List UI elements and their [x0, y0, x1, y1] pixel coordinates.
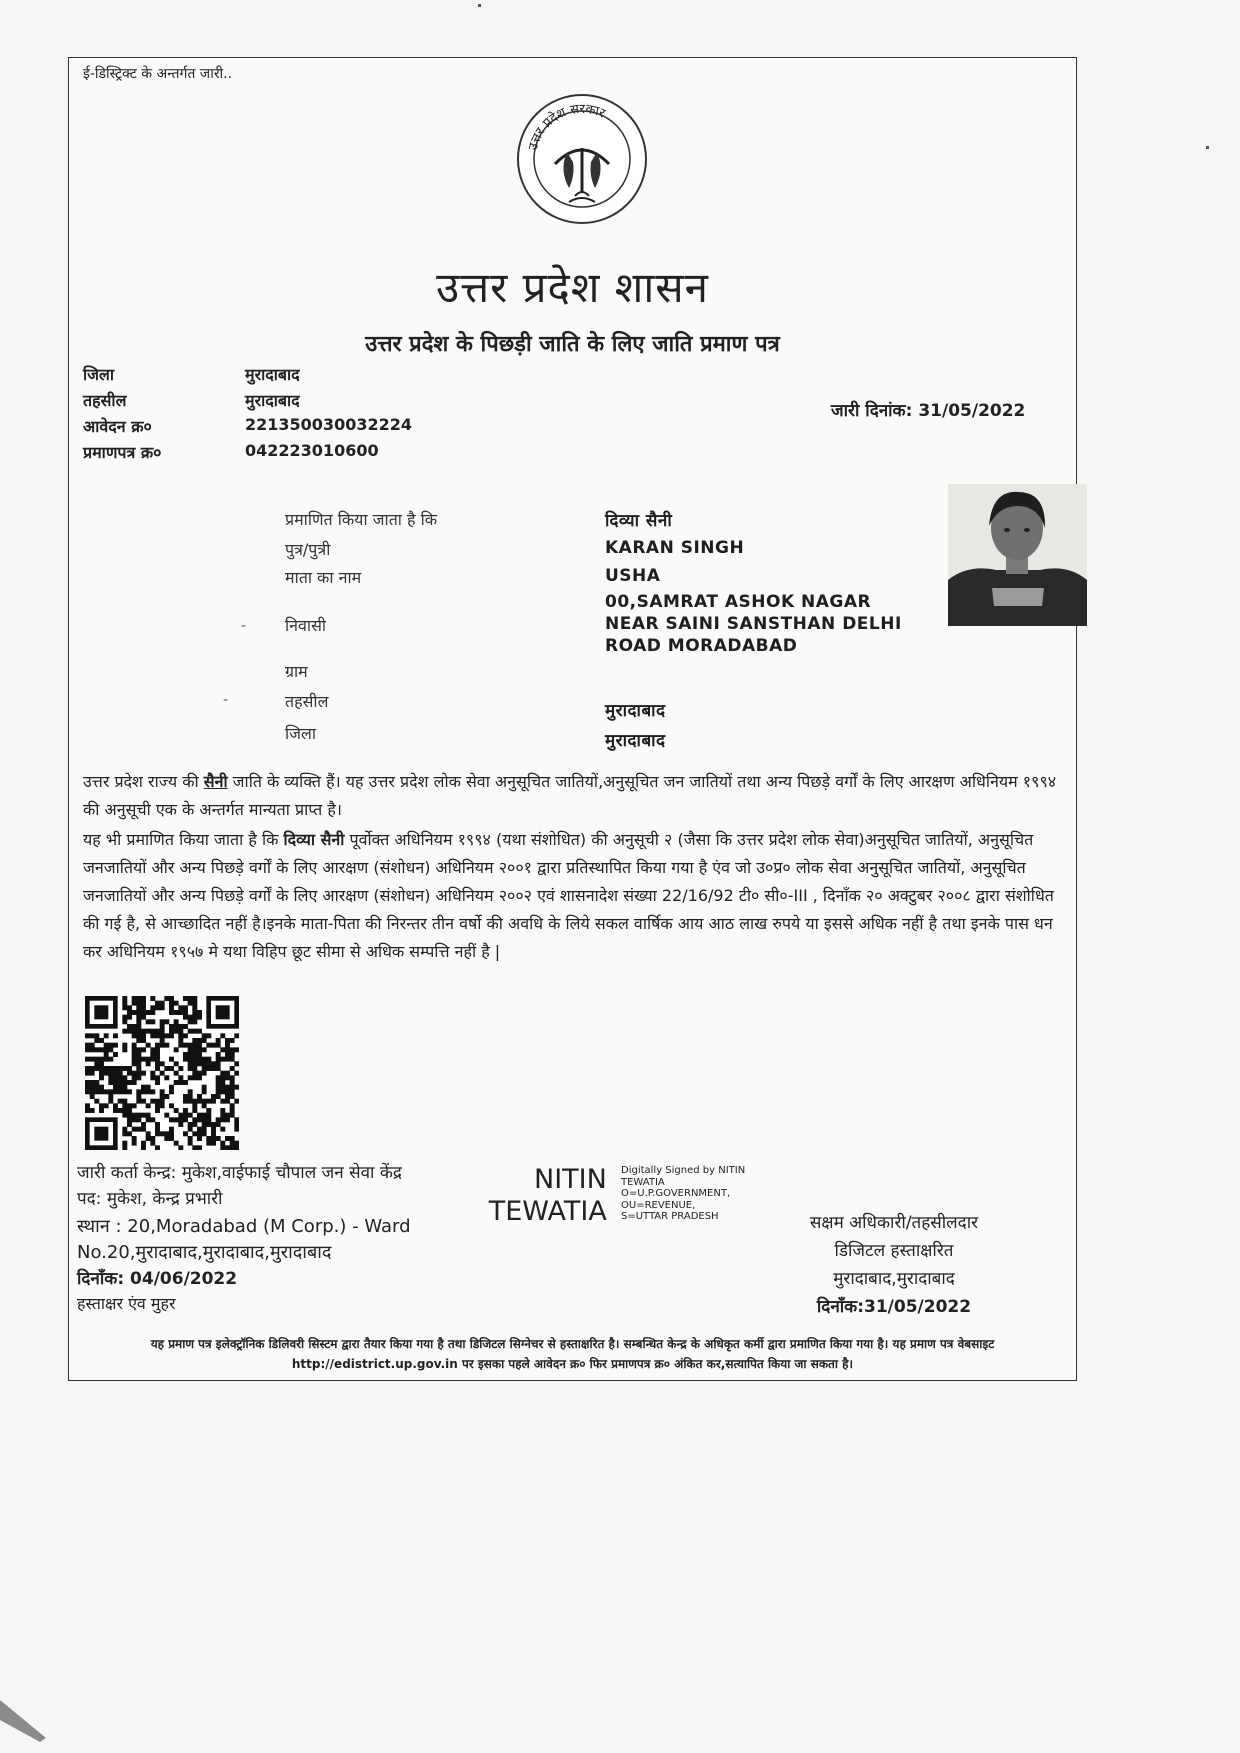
paragraph-eligibility-statement [83, 826, 1063, 966]
address-line-1: 00,SAMRAT ASHOK NAGAR [605, 592, 872, 612]
authority-place: मुरादाबाद,मुरादाबाद [833, 1269, 955, 1289]
holder-photo [948, 484, 1087, 626]
details-tehsil-value: मुरादाबाद [605, 701, 666, 721]
details-tehsil-label: तहसील [285, 692, 329, 711]
mother-name: USHA [605, 566, 661, 586]
caste-name: सैनी [203, 772, 228, 791]
para2-post: पूर्वोक्त अधिनियम १९९४ (यथा संशोधित) की अनुसूची २ (जैसा कि उत्तर प्रदेश लोक सेवा)अनुसूचित जातियों, अनुसूचित जनजातियों और अन्य पिछड़े वर्गों के लिए आरक्षण (संशोधन) अधिनियम २००१ द्वारा प्रतिस्थापित किया गया है एंव जो उ०प्र० लोक सेवा अनुसूचित जातियों, अनुसूचित जनजातियों और अन्य पिछड़े वर्गों के लिए आरक्षण (संशोधन) अधिनियम २००२ एवं शासनादेश संख्या 22/16/92 टी० सी०-III , दिनाँक २० अक्टुबर २००८ द्वारा संशोधित की गई है, से आच्छादित नहीं है।इनके माता-पिता की निरन्तर तीन वर्षो की अवधि के लिये सकल वार्षिक आय आठ लाख रुपये या इससे अधिक नहीं है तथा इनके पास धन कर अधिनियम १९५७ मे यथा विहिप छूट सीमा से अधिक सम्पत्ति नहीं है | [83, 830, 1054, 961]
village-label: ग्राम [285, 662, 308, 681]
address-line-3: ROAD MORADABAD [605, 636, 798, 656]
digital-signature-details [621, 1165, 745, 1223]
dash-mark: - [223, 692, 229, 708]
sig-meta-line: Digitally Signed by NITIN [621, 1165, 746, 1176]
meta-tehsil-value: मुरादाबाद [245, 391, 300, 410]
scan-speck [478, 4, 481, 7]
resident-label: निवासी [285, 616, 327, 635]
paragraph-caste-statement [83, 768, 1063, 824]
issuer-post: पद: मुकेश, केन्द्र प्रभारी [77, 1189, 223, 1209]
footnote: यह प्रमाण पत्र इलेक्ट्रॉनिक डिलिवरी सिस्टम द्वारा तैयार किया गया है तथा डिजिटल सिग्नेचर से हस्ताक्षरित है। सम्बन्धित केन्द्र के अधिकृत कर्मी द्वारा प्रमाणित किया गया है। यह प्रमाण पत्र वेबसाइट http://edistrict.up.gov.in पर इसका पहले आवेदन क्र० फिर प्रमाणपत्र क्र० अंकित कर,सत्यापित किया जा सकता है। [150, 1337, 995, 1371]
sig-meta-line: S=UTTAR PRADESH [621, 1211, 719, 1222]
meta-application-number: 221350030032224 [245, 415, 412, 434]
meta-certificate-label: प्रमाणपत्र क्र० [83, 443, 162, 462]
meta-tehsil-label: तहसील [83, 391, 127, 410]
para2-pre: यह भी प्रमाणित किया जाता है कि [83, 830, 284, 849]
dash-mark: - [241, 618, 247, 634]
sig-meta-line: OU=REVENUE, [621, 1199, 696, 1211]
sig-meta-line: O=U.P.GOVERNMENT, [621, 1188, 731, 1199]
scan-speck [1206, 146, 1209, 149]
digital-signature-name [477, 1164, 607, 1228]
issue-date: जारी दिनांक: 31/05/2022 [831, 401, 1026, 421]
para1-pre: उत्तर प्रदेश राज्य की [83, 772, 204, 791]
issuer-place-line-1: स्थान : 20,Moradabad (M Corp.) - Ward [77, 1216, 411, 1237]
issuer-date: दिनाँक: 04/06/2022 [77, 1269, 238, 1289]
father-name: KARAN SINGH [605, 538, 745, 558]
issuer-place-line-2: No.20,मुरादाबाद,मुरादाबाद,मुरादाबाद [77, 1242, 332, 1263]
sig-name-line-1: NITIN [534, 1164, 607, 1195]
sig-name-line-2: TEWATIA [488, 1196, 607, 1227]
main-title: उत्तर प्रदेश शासन [436, 263, 709, 312]
details-district-label: जिला [285, 724, 317, 743]
meta-district-label: जिला [83, 365, 115, 384]
certified-label: प्रमाणित किया जाता है कि [285, 510, 438, 529]
authority-date: दिनाँक:31/05/2022 [816, 1297, 972, 1317]
meta-district-value: मुरादाबाद [245, 365, 300, 384]
para1-post: जाति के व्यक्ति हैं। यह उत्तर प्रदेश लोक सेवा अनुसूचित जातियों,अनुसूचित जन जातियों तथा अन्य पिछड़े वर्गों के लिए आरक्षण अधिनियम १९९४ की अनुसूची एक के अन्तर्गत मान्यता प्राप्त है। [83, 772, 1057, 819]
issuer-sign-label: हस्ताक्षर एंव मुहर [77, 1294, 176, 1313]
details-district-value: मुरादाबाद [605, 731, 666, 751]
mother-label: माता का नाम [285, 568, 362, 587]
sig-meta-line: TEWATIA [621, 1176, 665, 1188]
para2-holder-name: दिव्या सैनी [283, 830, 345, 849]
emblem-seal-text: उत्तर प्रदेश सरकार [525, 101, 608, 153]
holder-name: दिव्या सैनी [605, 511, 673, 531]
qr-code [85, 996, 239, 1150]
authority-sign-type: डिजिटल हस्ताक्षरित [834, 1241, 954, 1261]
address-line-2: NEAR SAINI SANSTHAN DELHI [605, 614, 902, 634]
sub-title: उत्तर प्रदेश के पिछड़ी जाति के लिए जाति प्रमाण पत्र [365, 332, 780, 357]
relation-label: पुत्र/पुत्री [285, 540, 331, 559]
issuer-center: जारी कर्ता केन्द्र: मुकेश,वाईफाई चौपाल जन सेवा केंद्र [77, 1163, 402, 1183]
authority-title: सक्षम अधिकारी/तहसीलदार [809, 1213, 979, 1233]
meta-application-label: आवेदन क्र० [83, 417, 152, 436]
certificate-sheet [68, 57, 1077, 1381]
up-govt-emblem-icon [515, 92, 649, 226]
meta-certificate-number: 042223010600 [245, 441, 379, 460]
scan-corner-mark [0, 1690, 70, 1753]
header-note: ई-डिस्ट्रिक्ट के अन्तर्गत जारी.. [83, 66, 233, 82]
